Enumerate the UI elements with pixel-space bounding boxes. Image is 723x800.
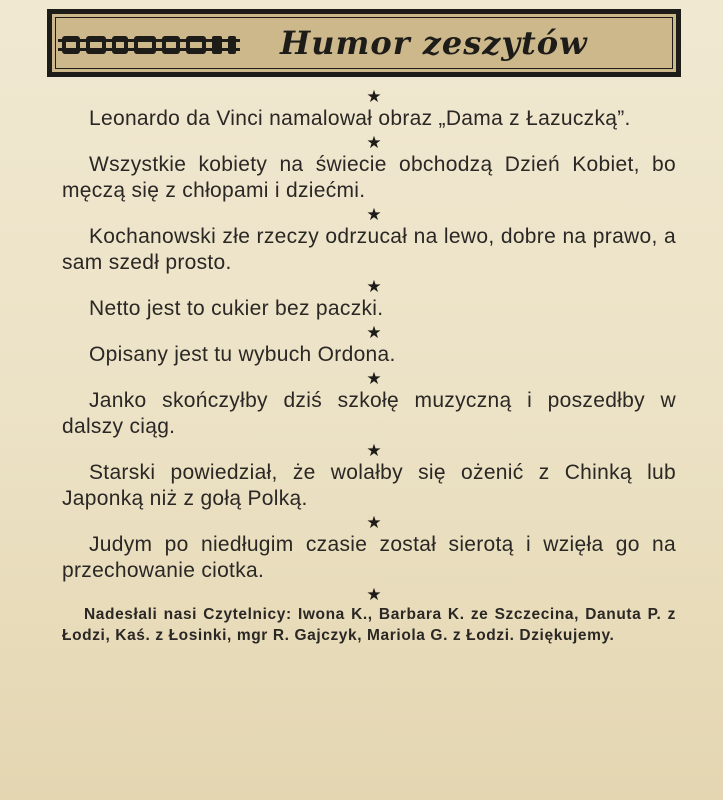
- star-separator-icon: ★: [366, 277, 382, 296]
- star-separator-icon: ★: [366, 441, 382, 460]
- jokes-list: [62, 88, 676, 646]
- joke-item: Leonardo da Vinci namalował obraz „Dama z Łazuczką”.: [89, 107, 631, 130]
- star-separator-icon: ★: [366, 585, 382, 604]
- column-title: Humor zeszytów: [280, 24, 588, 62]
- joke-item: Opisany jest tu wybuch Ordona.: [89, 343, 396, 366]
- joke-item: Netto jest to cukier bez paczki.: [89, 297, 384, 320]
- joke-item: Starski powiedział, że wolałby się ożenić z Chinką lub Japonką niż z gołą Polką.: [62, 461, 676, 510]
- star-separator-icon: ★: [366, 133, 382, 152]
- joke-item: Wszystkie kobiety na świecie obchodzą Dzień Kobiet, bo męczą się z chłopami i dziećmi.: [62, 153, 676, 202]
- star-separator-icon: ★: [366, 87, 382, 106]
- header-ornament-icon: [58, 36, 240, 54]
- star-separator-icon: ★: [366, 323, 382, 342]
- column-header: [47, 9, 681, 77]
- joke-item: Judym po niedługim czasie został sierotą i wzięła go na przechowanie ciotka.: [62, 533, 676, 582]
- star-separator-icon: ★: [366, 369, 382, 388]
- joke-item: Kochanowski złe rzeczy odrzucał na lewo, dobre na prawo, a sam szedł prosto.: [62, 225, 676, 274]
- reader-credits: Nadesłali nasi Czytelnicy: Iwona K., Barbara K. ze Szczecina, Danuta P. z Łodzi, Kaś. z Łosinki, mgr R. Gajczyk, Mariola G. z Łodzi. Dziękujemy.: [62, 606, 676, 644]
- joke-item: Janko skończyłby dziś szkołę muzyczną i poszedłby w dalszy ciąg.: [62, 389, 676, 438]
- star-separator-icon: ★: [366, 205, 382, 224]
- star-separator-icon: ★: [366, 513, 382, 532]
